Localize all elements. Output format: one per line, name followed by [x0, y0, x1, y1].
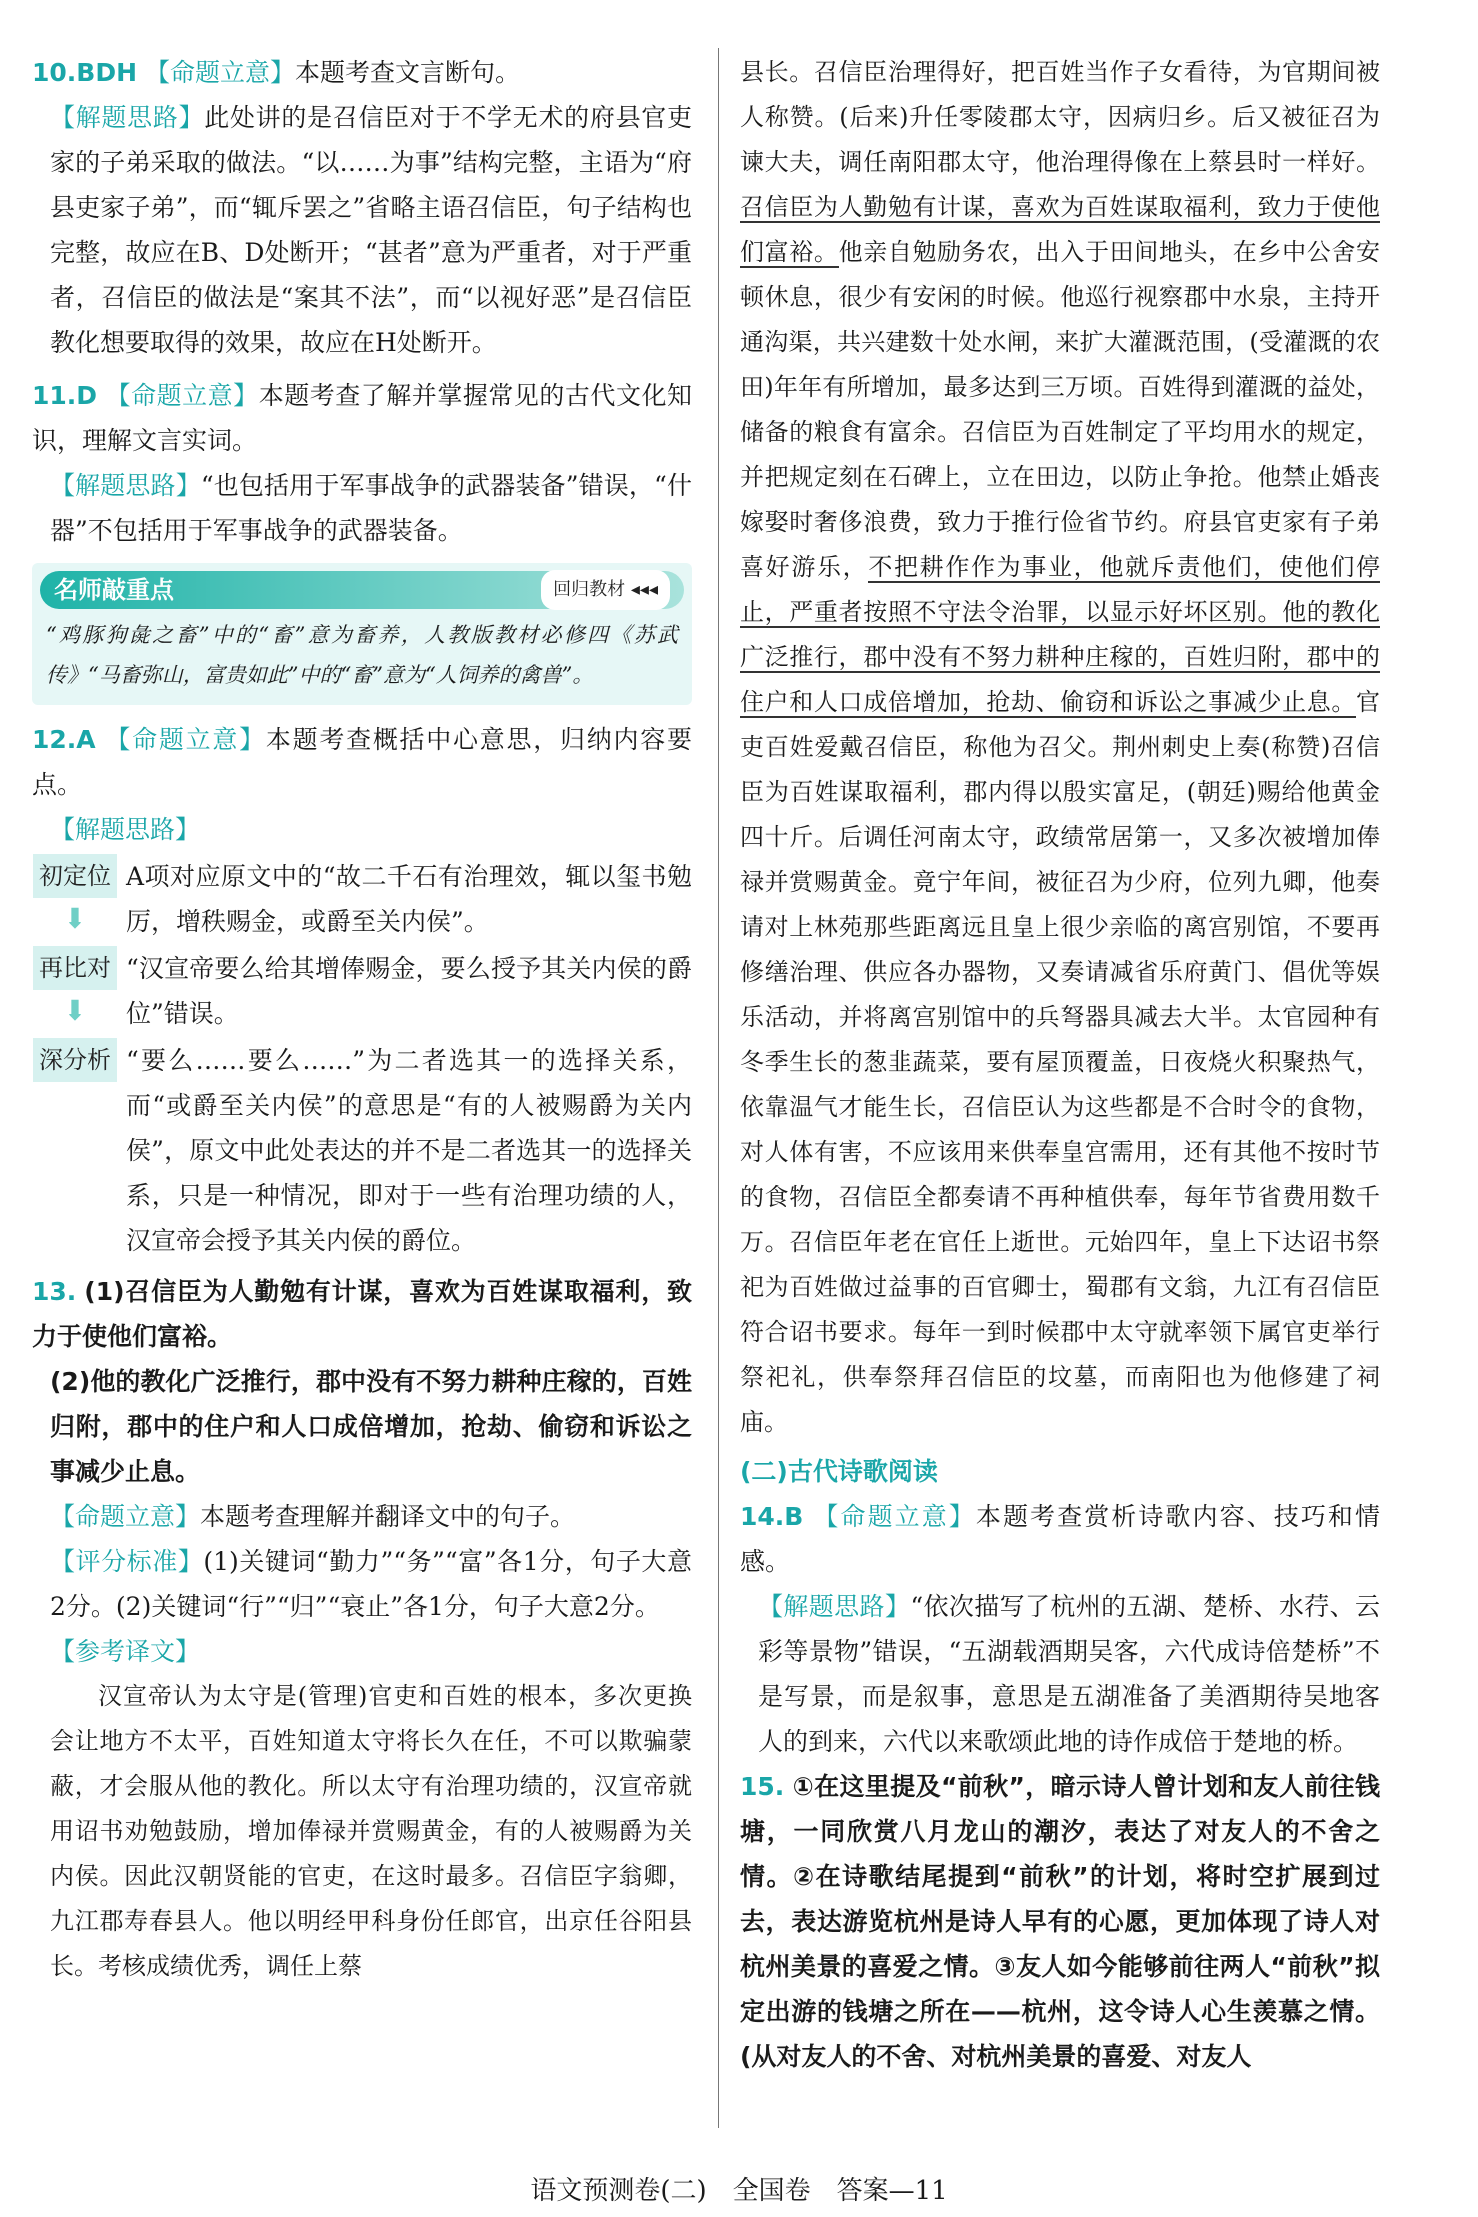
- q14-tag-intent: 【命题立意】: [811, 1502, 976, 1531]
- q13-ans1: (1)召信臣为人勤勉有计谋，喜欢为百姓谋取福利，致力于使他们富裕。: [32, 1277, 692, 1351]
- q12-step-1: [32, 854, 692, 944]
- q12-step-1-text: A项对应原文中的“故二千石有治理效，辄以玺书勉厉，增秩赐金，或爵至关内侯”。: [126, 862, 692, 936]
- q14-tag-idea: 【解题思路】: [758, 1592, 911, 1621]
- translation-underline-2: 不把耕作作为事业，他就斥责他们，使他们停止，严重者按照不守法令治罪，以显示好坏区别。: [740, 553, 1381, 626]
- key-point-title: 名师敲重点: [54, 576, 174, 604]
- q12-step-2: [32, 946, 692, 1036]
- step-label-compare: 再比对: [33, 946, 117, 990]
- q13-tag-score: 【评分标准】: [50, 1547, 204, 1576]
- q14-block: [740, 1494, 1380, 1584]
- q14-idea: “依次描写了杭州的五湖、楚桥、水荇、云彩等景物”错误，“五湖载酒期吴客，六代成诗倍楚桥”不是写景，而是叙事，意思是五湖准备了美酒期待吴地客人的到来，六代以来歌颂此地的诗作成倍于楚地的桥。: [758, 1592, 1380, 1756]
- q13-translation-tag-line: [32, 1629, 692, 1674]
- q12-tag-idea-line: [32, 807, 692, 852]
- translation-text-b: 他亲自勉励务农，出入于田间地头，在乡中公舍安顿休息，很少有安闲的时候。他巡行视察郡中水泉，主持开通沟渠，共兴建数十处水闸，来扩大灌溉范围，(受灌溉的农田)年年有所增加，最多达到三万顷。百姓得到灌溉的益处，储备的粮食有富余。召信臣为百姓制定了平均用水的规定，并把规定刻在石碑上，立在田边，以防止争抢。他禁止婚丧嫁娶时奢侈浪费，致力于推行俭省节约。府县官吏家有子弟喜好游乐，: [740, 238, 1381, 581]
- right-column: [740, 50, 1380, 2079]
- translation-text-c: 官吏百姓爱戴召信臣，称他为召父。荆州刺史上奏(称赞)召信臣为百姓谋取福利，郡内得以殷实富足，(朝廷)赐给他黄金四十斤。后调任河南太守，政绩常居第一，又多次被增加俸禄并赏赐黄金。竟宁年间，被征召为少府，位列九卿，他奏请对上林苑那些距离远且皇上很少亲临的离宫别馆，不要再修缮治理、供应各办器物，又奏请减省乐府黄门、倡优等娱乐活动，并将离宫别馆中的兵弩器具减去大半。太官园种有冬季生长的葱韭蔬菜，要有屋顶覆盖，日夜烧火积聚热气，依靠温气才能生长，召信臣认为这些都是不合时令的食物，对人体有害，不应该用来供奉皇宫需用，还有其他不按时节的食物，召信臣全都奏请不再种植供奉，每年节省费用数千万。召信臣年老在官任上逝世。元始四年，皇上下达诏书祭祀为百姓做过益事的百官卿士，蜀郡有文翁，九江有召信臣符合诏书要求。每年一到时候郡中太守就率领下属官吏举行祭祀礼，供奉祭拜召信臣的坟墓，而南阳也为他修建了祠庙。: [740, 688, 1380, 1436]
- q13-answer-1: [32, 1269, 692, 1359]
- q15-number: 15.: [740, 1772, 785, 1801]
- q10-tag-intent: 【命题立意】: [145, 58, 296, 87]
- q14-intent: 本题考查赏析诗歌内容、技巧和情感。: [740, 1502, 1380, 1576]
- q12-step-3: [32, 1038, 692, 1263]
- translation-part-1: 汉宣帝认为太守是(管理)官吏和百姓的根本，多次更换会让地方不太平，百姓知道太守将长久在任，不可以欺骗蒙蔽，才会服从他的教化。所以太守有治理功绩的，汉宣帝就用诏书劝勉鼓励，增加俸禄并赏赐黄金，有的人被赐爵为关内侯。因此汉朝贤能的官吏，在这时最多。召信臣字翁卿，九江郡寿春县人。他以明经甲科身份任郎官，出京任谷阳县长。考核成绩优秀，调任上蔡: [50, 1682, 692, 1980]
- q12-block: [32, 717, 692, 807]
- q15-block: [740, 1764, 1380, 2079]
- column-divider: [718, 48, 719, 2128]
- q13-tag-intent: 【命题立意】: [50, 1502, 201, 1531]
- q11-block: [32, 373, 692, 463]
- q11-idea: “也包括用于军事战争的武器装备”错误，“什器”不包括用于军事战争的武器装备。: [50, 471, 692, 545]
- q12-tag-intent: 【命题立意】: [103, 725, 266, 754]
- q10-intent: 本题考查文言断句。: [295, 58, 521, 87]
- step-label-analyze: 深分析: [33, 1038, 117, 1082]
- q11-tag-idea: 【解题思路】: [50, 471, 201, 500]
- q13-number: 13.: [32, 1277, 77, 1306]
- q12-step-3-text: “要么……要么……”为二者选其一的选择关系，而“或爵至关内侯”的意思是“有的人被赐爵为关内侯”，原文中此处表达的并不是二者选其一的选择关系，只是一种情况，即对于一些有治理功绩的人，汉宣帝会授予其关内侯的爵位。: [126, 1046, 692, 1255]
- step-label-locate: 初定位: [33, 854, 117, 898]
- q12-step-2-text: “汉宣帝要么给其增俸赐金，要么授予其关内侯的爵位”错误。: [126, 954, 692, 1028]
- q11-number: 11.D: [32, 381, 98, 410]
- q13-score-line: [32, 1539, 692, 1629]
- q12-intent: 本题考查概括中心意思，归纳内容要点。: [32, 725, 692, 799]
- q15-text: ①在这里提及“前秋”，暗示诗人曾计划和友人前往钱塘，一同欣赏八月龙山的潮汐，表达了对友人的不舍之情。②在诗歌结尾提到“前秋”的计划，将时空扩展到过去，表达游览杭州是诗人早有的心愿，更加体现了诗人对杭州美景的喜爱之情。③友人如今能够前往两人“前秋”拟定出游的钱塘之所在——杭州，这令诗人心生羡慕之情。(从对友人的不舍、对杭州美景的喜爱、对友人: [740, 1772, 1380, 2071]
- q10-number: 10.BDH: [32, 58, 138, 87]
- q13-score: (1)关键词“勤力”“务”“富”各1分，句子大意2分。(2)关键词“行”“归”“衰止”各1分，句子大意2分。: [50, 1547, 692, 1621]
- q13-answer-2: (2)他的教化广泛推行，郡中没有不努力耕种庄稼的，百姓归附，郡中的住户和人口成倍增加，抢劫、偷窃和诉讼之事减少止息。: [50, 1367, 692, 1486]
- down-arrow-icon: ⬇: [63, 902, 87, 935]
- key-point-header: [40, 571, 684, 609]
- q13-intent-line: [32, 1494, 692, 1539]
- left-column: [32, 50, 692, 1989]
- translation-underline-3: 他的教化广泛推行，郡中没有不努力耕种庄稼的，百姓归附，郡中的住户和人口成倍增加，抢劫、偷窃和诉讼之事减少止息。: [740, 598, 1381, 716]
- q13-intent: 本题考查理解并翻译文中的句子。: [200, 1502, 576, 1531]
- translation-part-2: [740, 50, 1380, 1445]
- q10-analysis: [32, 95, 692, 365]
- down-arrow-icon: ⬇: [63, 994, 87, 1027]
- q14-analysis: [740, 1584, 1380, 1764]
- q10-tag-idea: 【解题思路】: [50, 103, 205, 132]
- q10-block: [32, 50, 692, 95]
- q12-tag-idea: 【解题思路】: [50, 815, 201, 844]
- key-point-box: [32, 563, 692, 705]
- translation-text-a: 县长。召信臣治理得好，把百姓当作子女看待，为官期间被人称赞。(后来)升任零陵郡太守，因病归乡。后又被征召为谏大夫，调任南阳郡太守，他治理得像在上蔡县时一样好。: [740, 58, 1380, 176]
- page-footer: 语文预测卷(二) 全国卷 答案—11: [530, 2176, 948, 2206]
- q11-analysis: [32, 463, 692, 553]
- q11-tag-intent: 【命题立意】: [105, 381, 259, 410]
- q13-tag-translation: 【参考译文】: [50, 1637, 201, 1666]
- section-poetry-heading: (二)古代诗歌阅读: [740, 1457, 938, 1486]
- q10-idea: 此处讲的是召信臣对于不学无术的府县官吏家的子弟采取的做法。“以……为事”结构完整，主语为“府县吏家子弟”，而“辄斥罢之”省略主语召信臣，句子结构也完整，故应在B、D处断开；“甚者”意为严重者，对于严重者，召信臣的做法是“案其不法”，而“以视好恶”是召信臣教化想要取得的效果，故应在H处断开。: [50, 103, 692, 357]
- translation-underline-1: 召信臣为人勤勉有计谋，喜欢为百姓谋取福利，致力于使他们富裕。: [740, 193, 1380, 266]
- key-point-body: “鸡豚狗彘之畜”中的“畜”意为畜养，人教版教材必修四《苏武传》“马畜弥山，富贵如此”中的“畜”意为“人饲养的禽兽”。: [46, 623, 678, 687]
- key-point-badge: 回归教材 ◂◂◂: [541, 570, 670, 610]
- q11-intent: 本题考查了解并掌握常见的古代文化知识，理解文言实词。: [32, 381, 692, 455]
- q14-number: 14.B: [740, 1502, 804, 1531]
- q12-number: 12.A: [32, 725, 96, 754]
